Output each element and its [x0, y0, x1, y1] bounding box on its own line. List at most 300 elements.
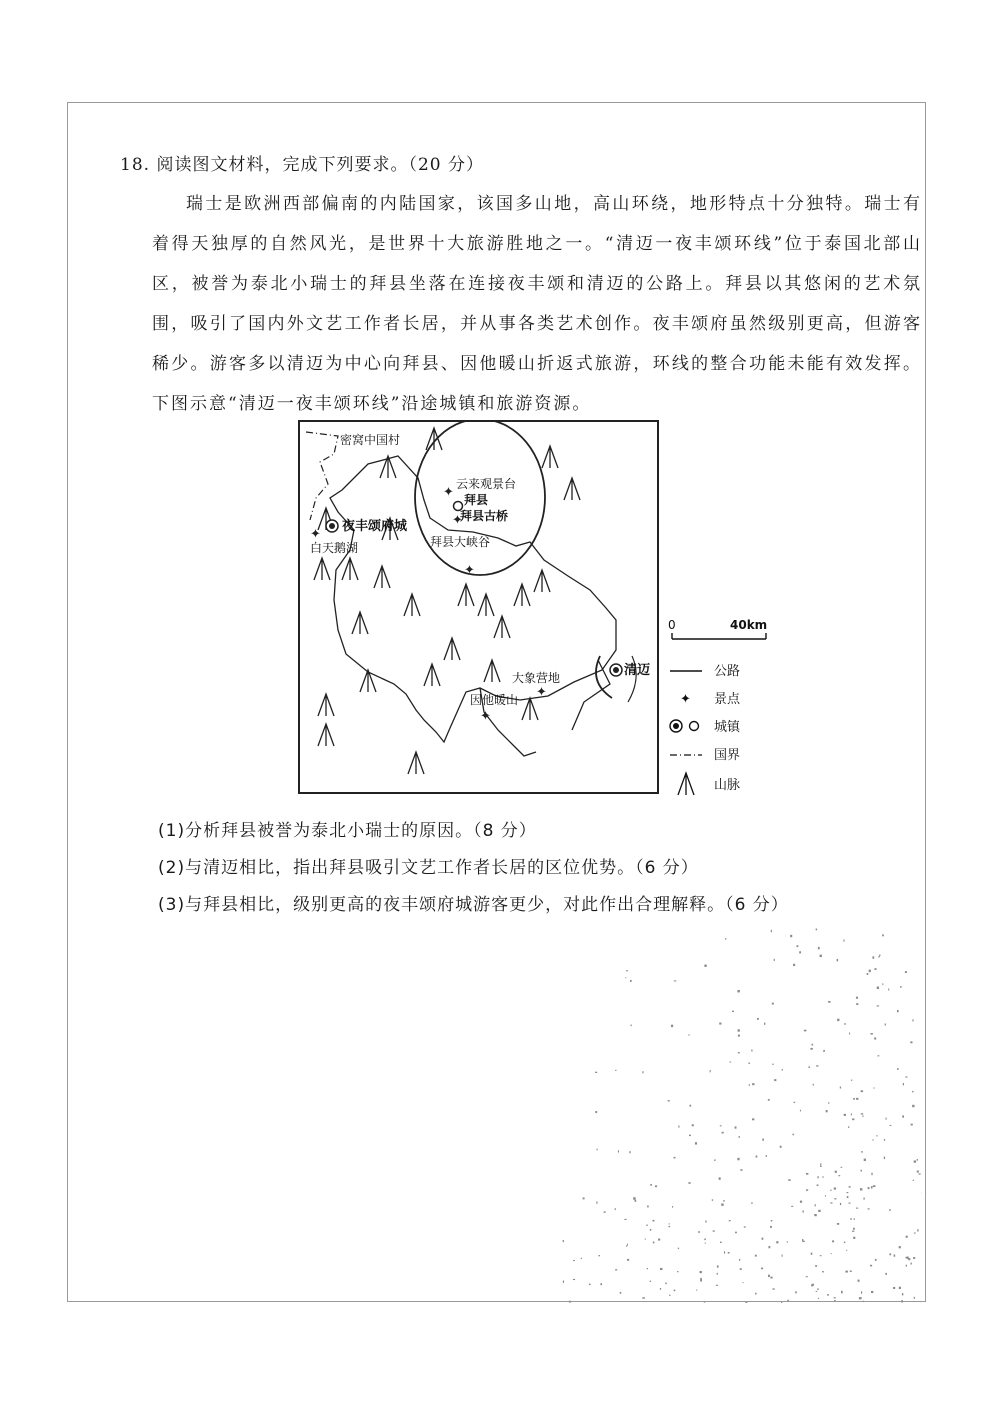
- speckle: [853, 1098, 855, 1100]
- speckle: [825, 1195, 826, 1196]
- svg-text:40km: 40km: [730, 618, 768, 632]
- speckle: [850, 1270, 852, 1271]
- speckle: [799, 951, 801, 953]
- speckle: [830, 1202, 832, 1203]
- speckle: [563, 1280, 564, 1282]
- speckle: [752, 1083, 754, 1085]
- svg-text:山脉: 山脉: [714, 778, 741, 793]
- speckle: [757, 1018, 759, 1020]
- speckle: [791, 1206, 793, 1207]
- speckle: [720, 1242, 722, 1243]
- speckle: [845, 1271, 847, 1273]
- speckle: [766, 1155, 767, 1157]
- question-title: 18. 阅读图文材料，完成下列要求。（20 分）: [120, 155, 484, 175]
- speckle: [672, 1206, 673, 1208]
- speckle: [849, 1186, 851, 1187]
- label-paixian: 拜县: [464, 493, 489, 507]
- speckle: [738, 1035, 740, 1037]
- speckle: [900, 986, 901, 988]
- speckle: [748, 1062, 749, 1064]
- speckle: [728, 1252, 730, 1254]
- speckle: [853, 1237, 855, 1239]
- speckle: [755, 1255, 757, 1257]
- subquestion-1: (1)分析拜县被誉为泰北小瑞士的原因。（8 分）: [158, 821, 537, 841]
- speckle: [647, 1205, 648, 1207]
- speckle: [854, 1218, 855, 1220]
- label-city: 夜丰颂府城: [342, 519, 408, 534]
- svg-text:✦: ✦: [310, 527, 321, 542]
- speckle: [871, 1291, 873, 1293]
- speckle: [563, 1240, 564, 1242]
- speckle: [630, 1025, 631, 1027]
- question-paragraph: [152, 184, 922, 424]
- speckle: [817, 1184, 819, 1186]
- speckle: [914, 1160, 916, 1162]
- speckle: [864, 1159, 866, 1161]
- speckle: [800, 1110, 801, 1112]
- speckle: [919, 1173, 921, 1174]
- speckle: [815, 1204, 816, 1206]
- speckle: [642, 1071, 643, 1073]
- speckle: [810, 1048, 812, 1050]
- speckle: [812, 1044, 814, 1046]
- speckle: [689, 1105, 691, 1107]
- speckle: [888, 989, 889, 991]
- speckle: [620, 1292, 622, 1294]
- speckle: [859, 1297, 861, 1299]
- speckle: [569, 1301, 571, 1303]
- speckle: [642, 1297, 644, 1298]
- speckle: [668, 1100, 670, 1101]
- speckle: [782, 1069, 783, 1071]
- town-chiangmai: [610, 664, 622, 676]
- speckle: [739, 1259, 740, 1261]
- scale-bar: [668, 618, 767, 639]
- speckle: [897, 1010, 899, 1012]
- speckle: [820, 955, 822, 957]
- speckle: [914, 1297, 915, 1299]
- speckle: [856, 1098, 858, 1100]
- label-canyon: 拜县大峡谷: [430, 535, 491, 549]
- speckle: [678, 1126, 679, 1128]
- speckle: [811, 1253, 813, 1255]
- speckle: [817, 1288, 819, 1290]
- speckle: [816, 1291, 817, 1292]
- legend-mountain: [678, 773, 740, 795]
- speckle: [889, 1253, 891, 1255]
- speckle: [852, 1231, 854, 1232]
- speckle: [724, 1251, 725, 1253]
- speckle: [738, 1030, 740, 1031]
- speckle: [722, 1132, 724, 1134]
- speckle: [899, 1246, 901, 1248]
- speckle: [774, 959, 775, 961]
- speckle: [871, 1033, 873, 1035]
- speckle: [573, 1279, 575, 1280]
- speckle: [840, 1203, 841, 1205]
- speckle: [899, 1287, 901, 1289]
- speckle: [879, 954, 880, 955]
- speckle: [917, 1229, 918, 1231]
- svg-text:公路: 公路: [714, 664, 741, 679]
- speckle: [674, 1157, 676, 1159]
- speckle: [914, 1232, 916, 1233]
- speckle: [589, 1284, 591, 1285]
- speckle: [660, 1268, 662, 1270]
- speckle: [828, 1102, 829, 1104]
- label-inthanon: 因他暖山: [470, 693, 519, 707]
- speckle: [874, 1037, 876, 1039]
- speckle: [856, 1003, 858, 1005]
- speckle: [692, 1124, 694, 1126]
- speckle: [600, 1283, 602, 1285]
- speckle: [696, 1290, 697, 1291]
- speckle: [872, 1139, 873, 1140]
- speckle: [815, 1265, 817, 1267]
- speckle: [897, 1068, 899, 1070]
- label-chiangmai: 清迈: [624, 663, 651, 678]
- speckle: [835, 1171, 837, 1173]
- speckle: [848, 1126, 849, 1127]
- speckle: [902, 1293, 903, 1295]
- speckle: [650, 1281, 651, 1282]
- speckle: [770, 1226, 772, 1228]
- speckle: [889, 1209, 890, 1211]
- speckle: [912, 1105, 914, 1107]
- speckle: [837, 1223, 839, 1225]
- speckle: [674, 1290, 676, 1292]
- speckle: [719, 1177, 721, 1179]
- speckle: [729, 1220, 731, 1221]
- speckle: [823, 1050, 825, 1052]
- speckle: [903, 1083, 904, 1085]
- speckle: [830, 1190, 831, 1191]
- speckle: [811, 1285, 813, 1287]
- material-text: 瑞士是欧洲西部偏南的内陆国家，该国多山地，高山环绕，地形特点十分独特。瑞士有着得天独厚的自然风光，是世界十大旅游胜地之一。“清迈一夜丰颂环线”位于泰国北部山区，被誉为泰北小瑞士的拜县坐落在连接夜丰颂和清迈的公路上。拜县以其悠闲的艺术氛围，吸引了国内外文艺工作者长居，并从事各类艺术创作。夜丰颂府虽然级别更高，但游客稀少。游客多以清迈为中心向拜县、因他暖山折返式旅游，环线的整合功能未能有效发挥。下图示意“清迈一夜丰颂环线”沿途城镇和旅游资源。: [152, 194, 922, 414]
- speckle: [832, 1240, 834, 1242]
- speckle: [669, 1295, 670, 1296]
- speckle: [886, 1118, 887, 1120]
- speckle: [862, 1116, 864, 1117]
- speckle: [794, 1102, 796, 1103]
- speckle: [913, 1257, 915, 1259]
- speckle: [861, 1090, 863, 1092]
- speckle: [847, 1196, 849, 1198]
- speckle: [884, 1139, 885, 1141]
- speckle: [846, 1192, 848, 1193]
- speckle: [851, 1114, 852, 1116]
- speckle: [852, 1118, 854, 1120]
- speckle: [704, 1302, 706, 1303]
- speckle: [837, 1019, 839, 1021]
- speckle: [863, 1197, 864, 1199]
- legend-scenic: [680, 691, 741, 707]
- speckle: [704, 965, 706, 967]
- speckle: [820, 1166, 822, 1167]
- speckle: [669, 1223, 670, 1224]
- speckle: [884, 1157, 885, 1159]
- speckle: [573, 1260, 575, 1261]
- speckle: [844, 1242, 845, 1243]
- speckle: [828, 1001, 830, 1003]
- speckle: [647, 1268, 648, 1269]
- speckle: [822, 1176, 824, 1177]
- speckle: [863, 1301, 864, 1302]
- speckle: [678, 1248, 679, 1249]
- speckle: [581, 1258, 582, 1259]
- speckle: [838, 1175, 840, 1176]
- speckle: [721, 1203, 723, 1205]
- speckle: [800, 1201, 802, 1203]
- speckle: [844, 1023, 846, 1024]
- speckle: [739, 1136, 740, 1138]
- speckle: [826, 1110, 828, 1112]
- speckle: [818, 1210, 820, 1212]
- speckle: [717, 1273, 718, 1275]
- speckle: [882, 983, 883, 984]
- speckle: [689, 1135, 691, 1136]
- speckle: [745, 1302, 747, 1303]
- svg-text:城镇: 城镇: [714, 720, 741, 735]
- speckle: [827, 1294, 829, 1295]
- speckle: [720, 1125, 722, 1126]
- speckle: [850, 1218, 851, 1220]
- speckle: [710, 1070, 711, 1072]
- speckle: [740, 1268, 742, 1269]
- scan-noise: [562, 923, 922, 1303]
- speckle: [885, 1023, 886, 1025]
- label-village: 密窝中国村: [340, 433, 401, 447]
- speckle: [716, 1285, 718, 1286]
- subquestion-3: (3)与拜县相比，级别更高的夜丰颂府城游客更少，对此作出合理解释。（6 分）: [158, 895, 789, 915]
- svg-text:✦: ✦: [464, 563, 475, 578]
- speckle: [876, 1135, 877, 1136]
- speckle: [790, 935, 792, 937]
- speckle: [861, 1151, 863, 1152]
- svg-text:✦: ✦: [536, 685, 547, 700]
- speckle: [911, 1124, 913, 1126]
- speckle: [861, 1291, 862, 1293]
- speckle: [804, 1030, 806, 1032]
- speckle: [705, 1220, 706, 1222]
- speckle: [755, 1293, 756, 1295]
- speckle: [770, 1277, 772, 1279]
- speckle: [595, 1111, 597, 1113]
- speckle: [768, 1246, 770, 1248]
- speckle: [893, 1287, 895, 1289]
- speckle: [867, 1208, 869, 1209]
- speckle: [911, 1263, 912, 1265]
- speckle: [808, 1066, 810, 1068]
- speckle: [834, 1188, 836, 1190]
- speckle: [806, 1173, 808, 1175]
- speckle: [787, 1300, 789, 1302]
- speckle: [912, 1091, 913, 1093]
- speckle: [583, 1197, 585, 1199]
- label-elephant: 大象营地: [512, 671, 561, 685]
- speckle: [725, 938, 726, 940]
- speckle: [851, 1080, 852, 1081]
- speckle: [867, 973, 869, 975]
- speckle: [781, 1302, 782, 1303]
- speckle: [877, 987, 879, 989]
- speckle: [627, 1244, 628, 1246]
- speckle: [729, 1061, 731, 1062]
- speckle: [849, 1203, 851, 1204]
- speckle: [625, 977, 626, 978]
- speckle: [695, 1142, 697, 1144]
- speckle: [646, 1225, 648, 1226]
- speckle: [860, 1188, 862, 1190]
- speckle: [700, 1279, 702, 1281]
- speckle: [774, 1079, 776, 1081]
- speckle: [841, 1292, 842, 1293]
- speckle: [861, 1170, 862, 1172]
- speckle: [858, 1280, 860, 1282]
- speckle: [787, 1241, 788, 1242]
- speckle: [905, 1076, 907, 1077]
- speckle: [890, 1125, 892, 1126]
- speckle: [772, 1288, 774, 1289]
- speckle: [677, 1271, 678, 1272]
- speckle: [841, 1167, 843, 1168]
- speckle: [817, 1176, 818, 1178]
- speckle: [856, 1208, 858, 1209]
- speckle: [635, 1200, 637, 1202]
- speckle: [871, 1173, 872, 1175]
- svg-text:✦: ✦: [443, 485, 454, 500]
- legend-road: [670, 664, 740, 679]
- speckle: [795, 1291, 797, 1293]
- town-yefengsong: [326, 520, 338, 532]
- speckle: [737, 990, 739, 992]
- speckle: [598, 1255, 600, 1256]
- speckle: [665, 1282, 666, 1284]
- speckle: [764, 1023, 765, 1025]
- speckle: [732, 1011, 734, 1012]
- speckle: [650, 1229, 652, 1231]
- speckle: [917, 1171, 919, 1173]
- label-lake: 白天鹅湖: [310, 541, 359, 555]
- speckle: [846, 1250, 847, 1251]
- speckle: [761, 1268, 763, 1270]
- speckle: [768, 1275, 770, 1277]
- speckle: [771, 1220, 773, 1221]
- speckle: [717, 1265, 719, 1267]
- speckle: [834, 1300, 836, 1301]
- speckle: [660, 1288, 661, 1290]
- speckle: [688, 1034, 689, 1035]
- speckle: [713, 1230, 715, 1231]
- speckle: [834, 1297, 836, 1298]
- speckle: [630, 980, 632, 982]
- speckle: [906, 1236, 908, 1238]
- speckle: [814, 1214, 816, 1216]
- speckle: [912, 1019, 913, 1021]
- speckle: [806, 1189, 808, 1190]
- speckle: [793, 1134, 794, 1136]
- speckle: [626, 970, 628, 971]
- speckle: [818, 1298, 819, 1299]
- speckle: [870, 1265, 872, 1267]
- speckle: [834, 1198, 836, 1199]
- speckle: [735, 1126, 737, 1128]
- speckle: [688, 1182, 690, 1184]
- speckle: [802, 1210, 803, 1212]
- speckle: [615, 1070, 616, 1071]
- speckle: [624, 1219, 626, 1220]
- speckle: [780, 1146, 782, 1148]
- svg-text:✦: ✦: [680, 692, 691, 707]
- speckle: [737, 1158, 739, 1160]
- speckle: [818, 947, 820, 949]
- speckle: [831, 1253, 832, 1254]
- speckle: [820, 1255, 822, 1256]
- speckle: [872, 956, 874, 958]
- speckle: [906, 1257, 908, 1259]
- speckle: [861, 1113, 863, 1114]
- speckle: [658, 1239, 660, 1241]
- speckle: [802, 1239, 803, 1241]
- speckle: [853, 1228, 855, 1230]
- speckle: [840, 1087, 841, 1089]
- speckle: [705, 1243, 706, 1244]
- speckle: [596, 1201, 597, 1203]
- subquestion-2: (2)与清迈相比，指出拜县吸引文艺工作者长居的区位优势。（6 分）: [158, 858, 699, 878]
- speckle: [740, 1169, 742, 1171]
- speckle: [604, 1211, 606, 1212]
- speckle: [793, 964, 795, 966]
- speckle: [869, 970, 871, 972]
- speckle: [816, 929, 817, 931]
- speckle: [650, 1184, 652, 1186]
- speckle: [844, 1114, 846, 1116]
- speckle: [698, 1231, 699, 1233]
- speckle: [871, 1186, 873, 1188]
- speckle: [700, 1271, 702, 1273]
- label-yunlai: 云来观景台: [456, 477, 517, 491]
- speckle: [894, 1255, 896, 1257]
- map-legend: [662, 615, 782, 805]
- speckle: [771, 930, 772, 932]
- speckle: [813, 1084, 814, 1086]
- speckle: [901, 1300, 903, 1302]
- speckle: [905, 1257, 906, 1258]
- speckle: [762, 1139, 764, 1141]
- svg-text:国界: 国界: [714, 748, 741, 763]
- speckle: [629, 1151, 630, 1153]
- speckle: [669, 1226, 671, 1227]
- speckle: [719, 1023, 721, 1025]
- speckle: [782, 1255, 783, 1257]
- speckle: [885, 1273, 887, 1275]
- speckle: [882, 934, 884, 936]
- speckle: [633, 1197, 635, 1199]
- label-bridge: 拜县古桥: [460, 509, 509, 523]
- speckle: [910, 1041, 912, 1043]
- speckle: [626, 1245, 628, 1246]
- speckle: [714, 1160, 716, 1161]
- speckle: [615, 1269, 617, 1270]
- speckle: [877, 1055, 879, 1056]
- svg-text:✦: ✦: [452, 513, 463, 528]
- speckle: [913, 1180, 914, 1181]
- speckle: [772, 1003, 774, 1005]
- route-map: [298, 420, 659, 794]
- speckle: [674, 980, 676, 981]
- speckle: [843, 939, 844, 941]
- speckle: [655, 1185, 657, 1187]
